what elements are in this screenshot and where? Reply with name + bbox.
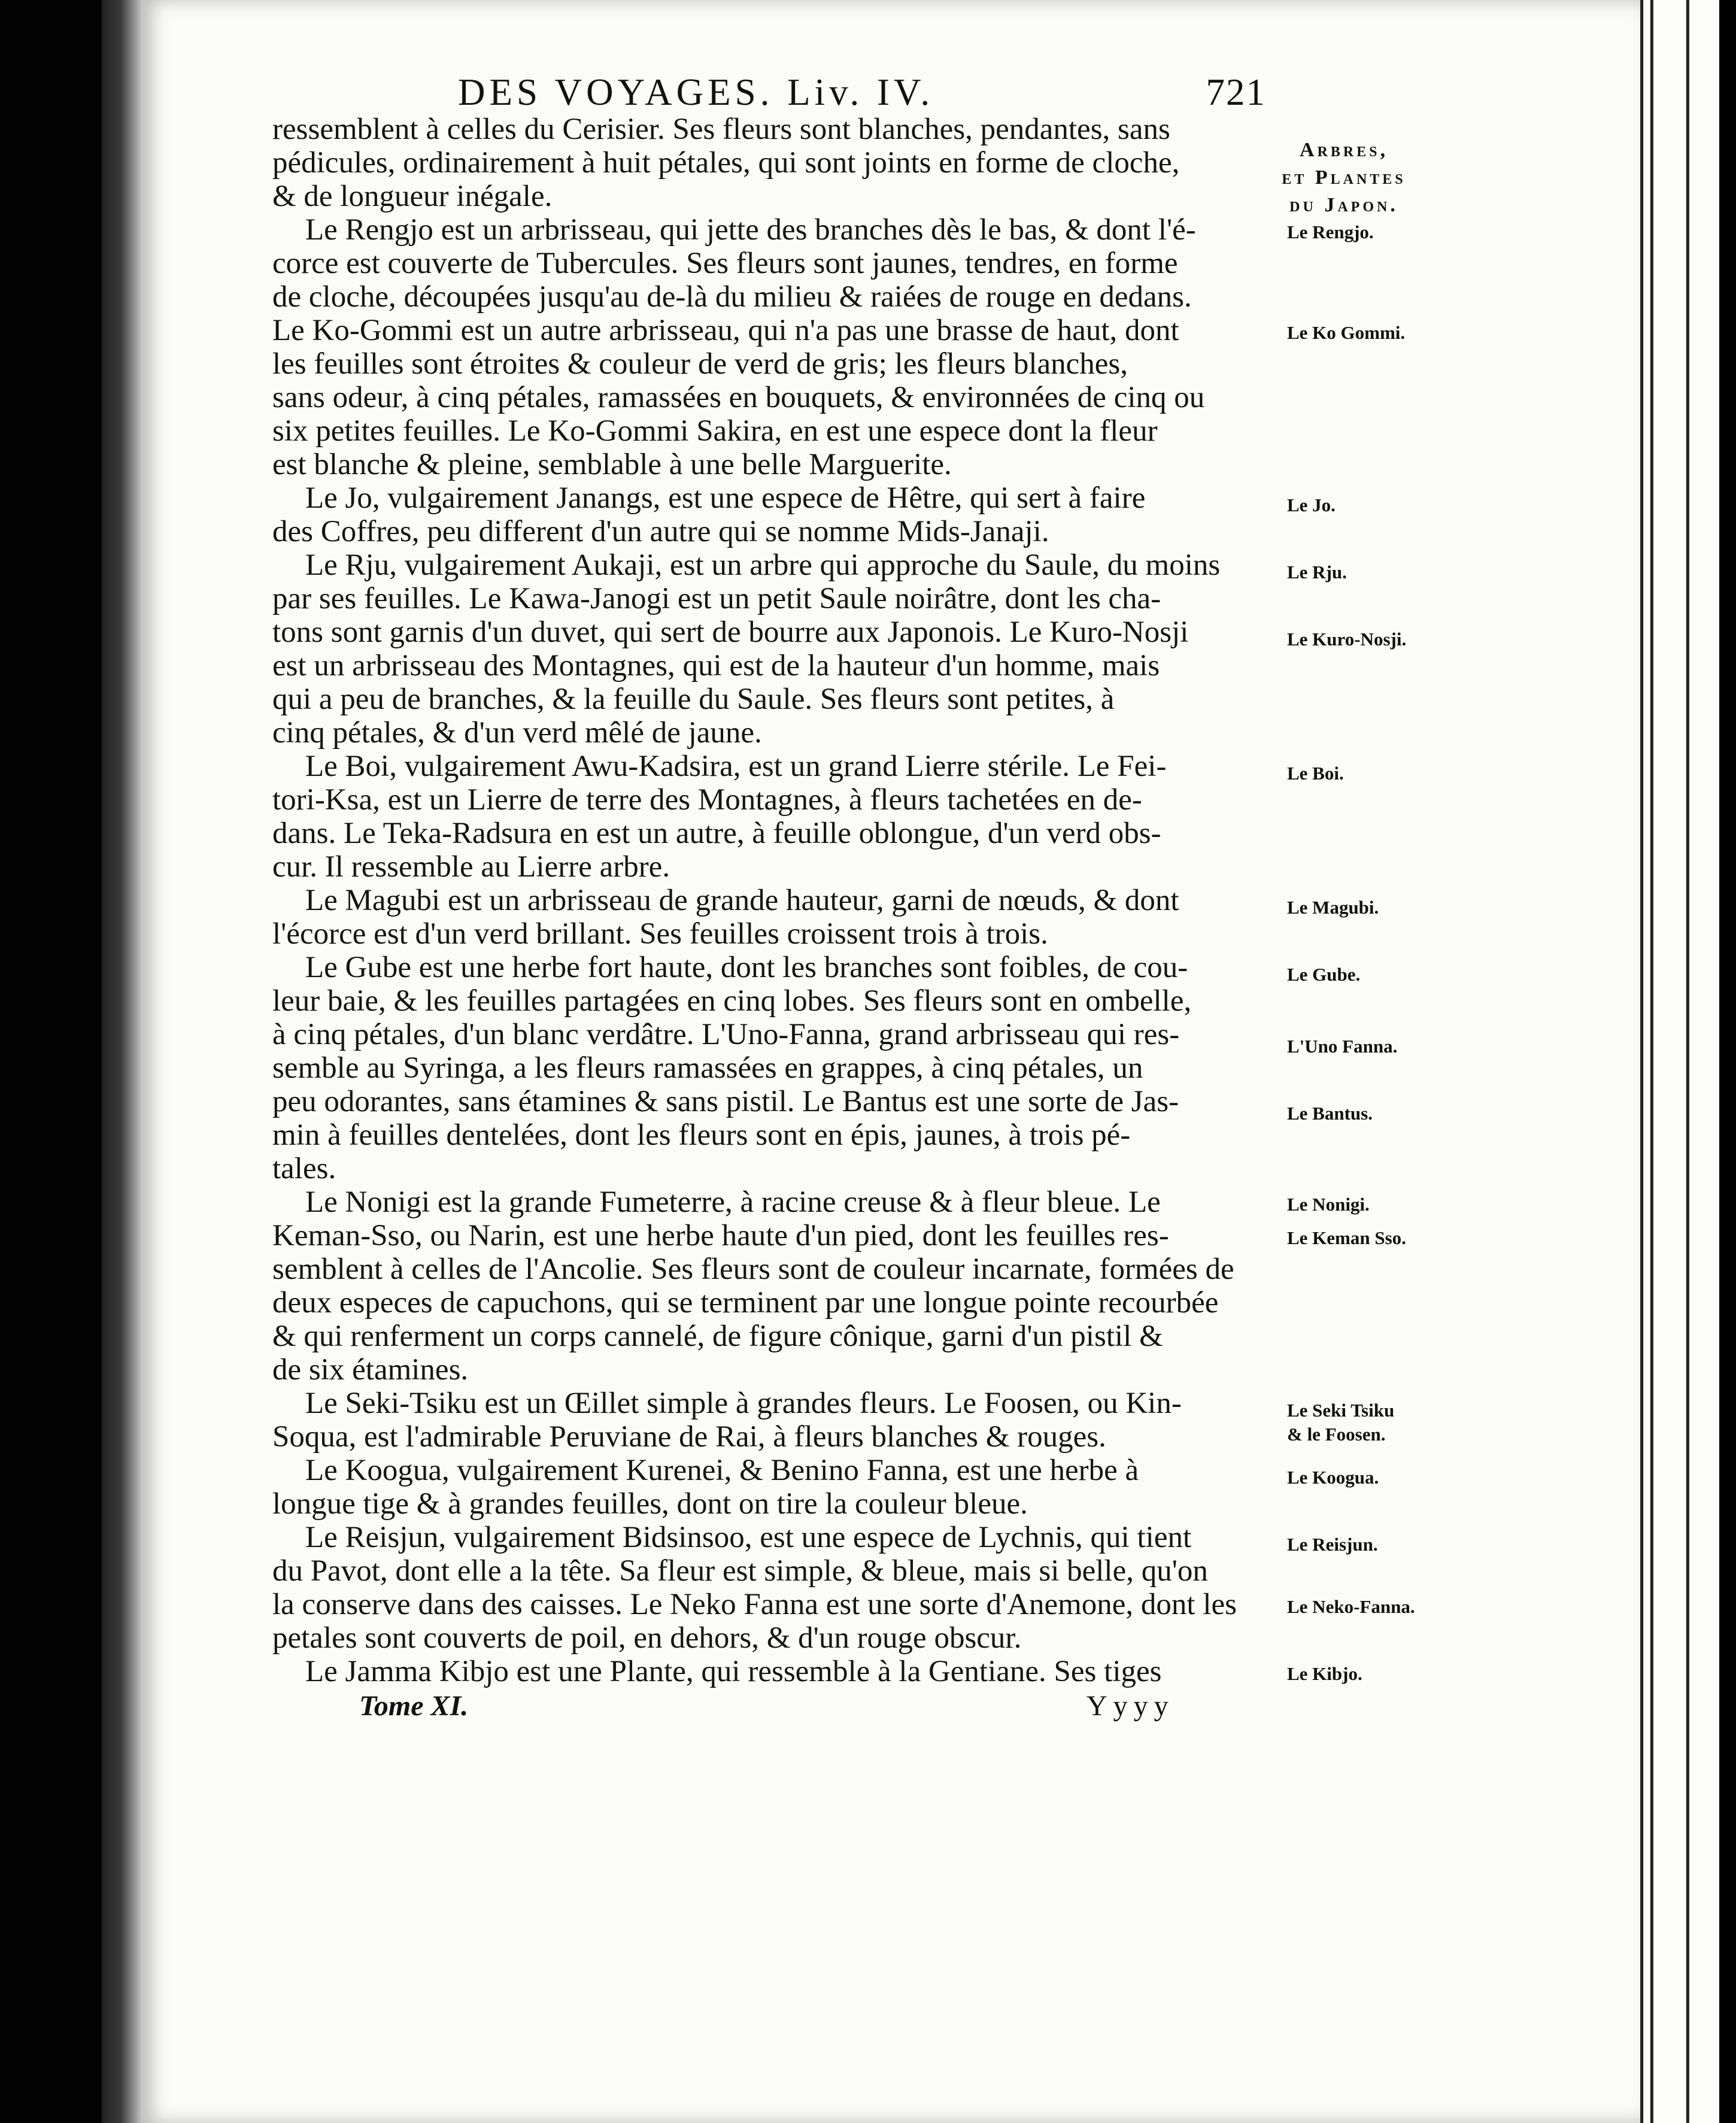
text-line: de cloche, découpées jusqu'au de-là du milieu & raiées de rouge en dedans.: [272, 280, 1192, 314]
text-line: Le Magubi est un arbrisseau de grande hauteur, garni de nœuds, & dont: [305, 884, 1179, 917]
text-line: des Coffres, peu different d'un autre qui se nomme Mids-Janaji.: [272, 515, 1049, 548]
text-line: semblent à celles de l'Ancolie. Ses fleurs sont de couleur incarnate, formées de: [272, 1252, 1234, 1286]
page-edge: [1689, 0, 1719, 2123]
text-line: par ses feuilles. Le Kawa-Janogi est un petit Saule noirâtre, dont les cha-: [272, 582, 1161, 615]
text-line: min à feuilles dentelées, dont les fleurs sont en épis, jaunes, à trois pé-: [272, 1118, 1131, 1152]
page-header: [458, 71, 1266, 119]
text-line: & de longueur inégale.: [272, 180, 553, 213]
page-edge-line: [1651, 0, 1653, 2123]
margin-note: Le Ko Gommi.: [1287, 322, 1406, 343]
text-line: dans. Le Teka-Radsura en est un autre, à feuille oblongue, d'un verd obs-: [272, 817, 1161, 850]
text-line: deux especes de capuchons, qui se terminent par une longue pointe recourbée: [272, 1286, 1219, 1320]
margin-note: Le Magubi.: [1287, 897, 1379, 918]
text-line: six petites feuilles. Le Ko-Gommi Sakira, en est une espece dont la fleur: [272, 414, 1158, 448]
text-line: les feuilles sont étroites & couleur de verd de gris; les fleurs blanches,: [272, 347, 1128, 381]
page-number: 721: [1206, 71, 1266, 113]
page-edge: [1653, 0, 1686, 2123]
text-line: petales sont couverts de poil, en dehors, & d'un rouge obscur.: [272, 1621, 1022, 1655]
margin-note: Le Keman Sso.: [1287, 1227, 1406, 1248]
page-edge: [1643, 0, 1650, 2123]
text-line: semble au Syringa, a les fleurs ramassées en grappes, à cinq pétales, un: [272, 1051, 1143, 1085]
margin-heading: [1269, 137, 1419, 219]
text-line: Le Nonigi est la grande Fumeterre, à racine creuse & à fleur bleue. Le: [305, 1185, 1161, 1219]
text-line: cur. Il ressemble au Lierre arbre.: [272, 850, 670, 884]
text-line: Le Seki-Tsiku est un Œillet simple à grandes fleurs. Le Foosen, ou Kin-: [305, 1387, 1182, 1420]
text-line: qui a peu de branches, & la feuille du Saule. Ses fleurs sont petites, à: [272, 683, 1115, 716]
text-line: cinq pétales, & d'un verd mêlé de jaune.: [272, 716, 762, 750]
text-line: Soqua, est l'admirable Peruviane de Rai, à fleurs blanches & rouges.: [272, 1420, 1106, 1454]
text-line: corce est couverte de Tubercules. Ses fleurs sont jaunes, tendres, en forme: [272, 247, 1178, 280]
book-gutter: [102, 0, 144, 2123]
text-line: de six étamines.: [272, 1353, 469, 1387]
running-title: DES VOYAGES. Liv. IV.: [458, 71, 934, 113]
text-line: ressemblent à celles du Cerisier. Ses fleurs sont blanches, pendantes, sans: [272, 113, 1170, 146]
margin-note: Le Kibjo.: [1287, 1663, 1362, 1684]
margin-note: Le Jo.: [1287, 495, 1336, 515]
margin-note: Le Neko-Fanna.: [1287, 1596, 1415, 1617]
margin-note: Le Seki Tsiku: [1287, 1400, 1395, 1421]
text-line: Le Rengjo est un arbrisseau, qui jette des branches dès le bas, & dont l'é-: [305, 213, 1196, 247]
margin-note: Le Boi.: [1287, 763, 1344, 784]
text-line: Le Rju, vulgairement Aukaji, est un arbre qui approche du Saule, du moins: [305, 548, 1221, 582]
margin-note: Le Bantus.: [1287, 1103, 1373, 1124]
text-line: est un arbrisseau des Montagnes, qui est de la hauteur d'un homme, mais: [272, 649, 1160, 683]
margin-note: Le Kuro-Nosji.: [1287, 629, 1407, 650]
text-line: Le Boi, vulgairement Awu-Kadsira, est un grand Lierre stérile. Le Fei-: [305, 750, 1167, 783]
page-edge-line: [1640, 0, 1643, 2123]
margin-note: & le Foosen.: [1287, 1424, 1386, 1445]
margin-note: L'Uno Fanna.: [1287, 1036, 1398, 1057]
margin-heading-line: et Plantes: [1282, 166, 1406, 189]
text-line: Le Ko-Gommi est un autre arbrisseau, qui n'a pas une brasse de haut, dont: [272, 314, 1179, 347]
text-line: Le Jo, vulgairement Janangs, est une espece de Hêtre, qui sert à faire: [305, 481, 1146, 515]
text-line: à cinq pétales, d'un blanc verdâtre. L'Uno-Fanna, grand arbrisseau qui res-: [272, 1018, 1180, 1051]
text-line: Le Gube est une herbe fort haute, dont les branches sont foibles, de cou-: [305, 951, 1188, 984]
volume-label: Tome XI.: [359, 1690, 469, 1722]
margin-heading-line: Arbres,: [1299, 139, 1389, 161]
text-line: leur baie, & les feuilles partagées en cinq lobes. Ses fleurs sont en ombelle,: [272, 984, 1192, 1018]
text-line: tori-Ksa, est un Lierre de terre des Montagnes, à fleurs tachetées en de-: [272, 783, 1142, 817]
text-line: tales.: [272, 1152, 336, 1185]
text-line: du Pavot, dont elle a la tête. Sa fleur est simple, & bleue, mais si belle, qu'on: [272, 1554, 1208, 1588]
text-line: Le Reisjun, vulgairement Bidsinsoo, est une espece de Lychnis, qui tient: [305, 1521, 1192, 1554]
margin-note: Le Rengjo.: [1287, 222, 1374, 242]
page-edge-line: [1687, 0, 1689, 2123]
margin-note: Le Reisjun.: [1287, 1534, 1378, 1555]
text-line: l'écorce est d'un verd brillant. Ses feuilles croissent trois à trois.: [272, 917, 1048, 951]
text-line: Le Koogua, vulgairement Kurenei, & Benino Fanna, est une herbe à: [305, 1454, 1139, 1487]
text-line: sans odeur, à cinq pétales, ramassées en bouquets, & environnées de cinq ou: [272, 381, 1205, 414]
text-line: pédicules, ordinairement à huit pétales, qui sont joints en forme de cloche,: [272, 146, 1180, 180]
margin-note: Le Gube.: [1287, 964, 1361, 985]
text-line: peu odorantes, sans étamines & sans pistil. Le Bantus est une sorte de Jas-: [272, 1085, 1179, 1118]
text-line: la conserve dans des caisses. Le Neko Fanna est une sorte d'Anemone, dont les: [272, 1588, 1237, 1621]
text-line: tons sont garnis d'un duvet, qui sert de bourre aux Japonois. Le Kuro-Nosji: [272, 615, 1189, 649]
text-line: Le Jamma Kibjo est une Plante, qui ressemble à la Gentiane. Ses tiges: [305, 1655, 1162, 1688]
margin-note: Le Rju.: [1287, 562, 1347, 583]
margin-heading-line: du Japon.: [1289, 194, 1398, 216]
signature-mark: Yyyy: [1086, 1690, 1174, 1722]
margin-note: Le Koogua.: [1287, 1467, 1379, 1488]
margin-note: Le Nonigi.: [1287, 1194, 1370, 1215]
text-line: est blanche & pleine, semblable à une belle Marguerite.: [272, 448, 952, 481]
text-line: & qui renferment un corps cannelé, de figure cônique, garni d'un pistil &: [272, 1320, 1163, 1353]
text-line: longue tige & à grandes feuilles, dont on tire la couleur bleue.: [272, 1487, 1028, 1521]
text-line: Keman-Sso, ou Narin, est une herbe haute d'un pied, dont les feuilles res-: [272, 1219, 1169, 1252]
